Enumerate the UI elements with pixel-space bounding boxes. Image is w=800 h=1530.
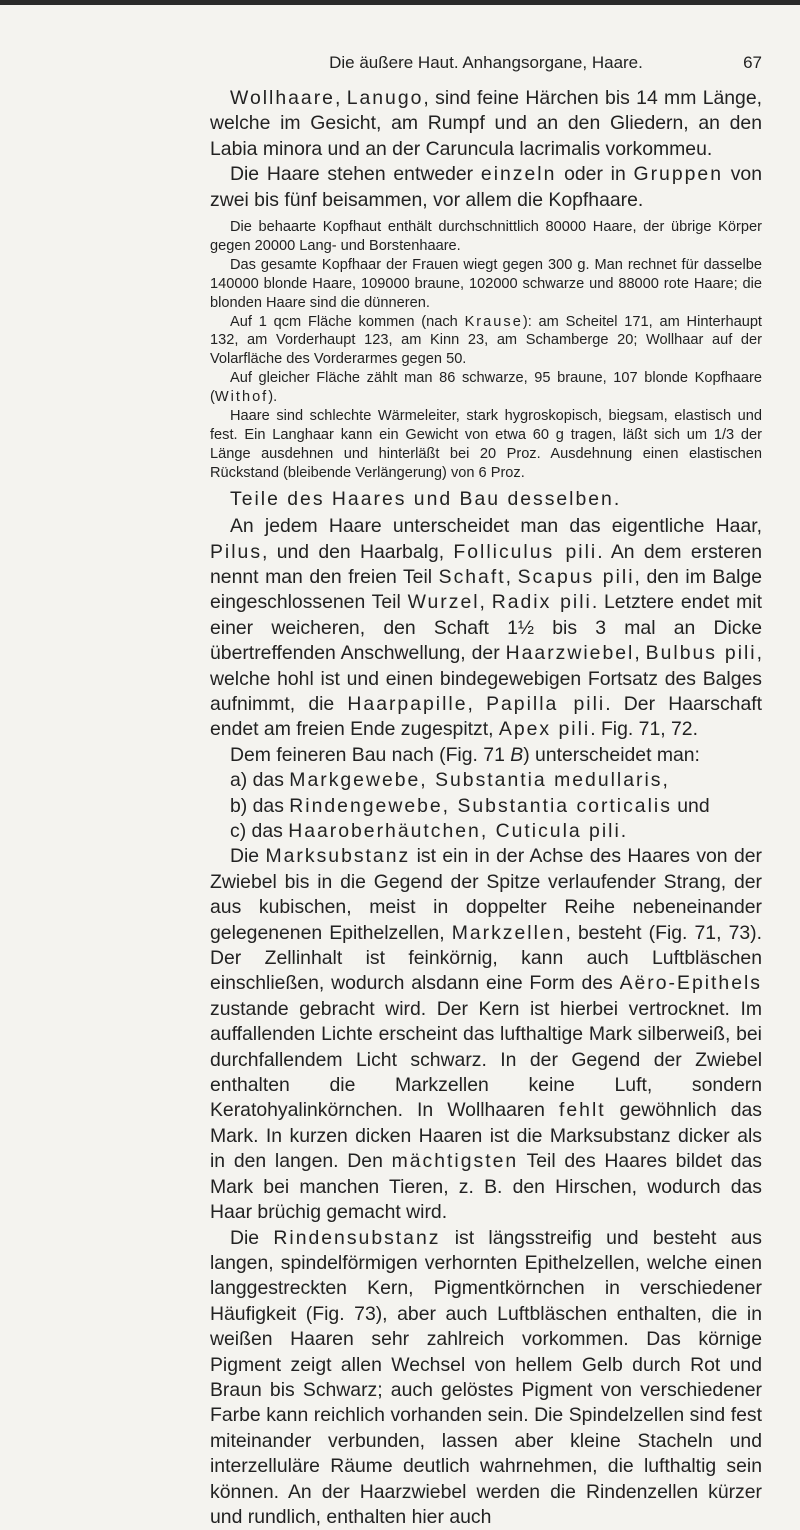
note-kopfhaar-gewicht: Das gesamte Kopfhaar der Frauen wiegt gegen 300 g. Man rechnet für dasselbe 140000 blonde Haare, 109000 braune, 102000 schwarze und 88000 rote Haare; die blonden Haare sind die dünneren.	[210, 256, 762, 313]
list-item-c: c) das Haaroberhäutchen, Cuticula pili.	[210, 819, 762, 844]
page-number: 67	[743, 53, 762, 73]
note-krause: Auf 1 qcm Fläche kommen (nach Krause): am Scheitel 171, am Hinterhaupt 132, am Vorderhaupt 123, am Kinn 23, am Schamberge 20; Wollhaar auf der Volarfläche des Vorderarmes gegen 50.	[210, 313, 762, 370]
section-heading: Teile des Haares und Bau desselben.	[210, 487, 762, 512]
top-rule	[0, 0, 800, 5]
note-kopfhaut: Die behaarte Kopfhaut enthält durchschnittlich 80000 Haare, der übrige Körper gegen 20000 Lang- und Borstenhaare.	[210, 218, 762, 256]
note-withof: Auf gleicher Fläche zählt man 86 schwarze, 95 braune, 107 blonde Kopfhaare (Withof).	[210, 369, 762, 407]
paragraph-feinerer-bau: Dem feineren Bau nach (Fig. 71 B) unterscheidet man:	[210, 743, 762, 768]
running-title: Die äußere Haut. Anhangsorgane, Haare.	[210, 53, 762, 73]
paragraph-gruppen: Die Haare stehen entweder einzeln oder in Gruppen von zwei bis fünf beisammen, vor allem die Kopfhaare.	[210, 162, 762, 213]
running-header	[210, 53, 762, 75]
paragraph-marksubstanz: Die Marksubstanz ist ein in der Achse des Haares von der Zwiebel bis in die Gegend der Spitze verlaufender Strang, der aus kubischen, meist in doppelter Reihe nebeneinander gelegenenen Epithelzellen, Markzellen, besteht (Fig. 71, 73). Der Zellinhalt ist feinkörnig, kann auch Luftbläschen einschließen, wodurch alsdann eine Form des Aëro-Epithels zustande gebracht wird. Der Kern ist hierbei vertrocknet. Im auffallenden Lichte erscheint das lufthaltige Mark silberweiß, bei durchfallendem Licht schwarz. In der Gegend der Zwiebel enthalten die Markzellen keine Luft, sondern Keratohyalinkörnchen. In Wollhaaren fehlt gewöhnlich das Mark. In kurzen dicken Haaren ist die Marksubstanz dicker als in den langen. Den mächtigsten Teil des Haares bildet das Mark bei manchen Tieren, z. B. den Hirschen, wodurch das Haar brüchig gemacht wird.	[210, 844, 762, 1225]
paragraph-teile: An jedem Haare unterscheidet man das eigentliche Haar, Pilus, und den Haarbalg, Folliculus pili. An dem ersteren nennt man den freien Teil Schaft, Scapus pili, den im Balge eingeschlossenen Teil Wurzel, Radix pili. Letztere endet mit einer weicheren, den Schaft 1½ bis 3 mal an Dicke übertreffenden Anschwellung, der Haarzwiebel, Bulbus pili, welche hohl ist und einen bindegewebigen Fortsatz des Balges aufnimmt, die Haarpapille, Papilla pili. Der Haarschaft endet am freien Ende zugespitzt, Apex pili. Fig. 71, 72.	[210, 514, 762, 743]
paragraph-wollhaare: Wollhaare, Lanugo, sind feine Härchen bis 14 mm Länge, welche im Gesicht, am Rumpf und an den Gliedern, an den Labia minora und an der Caruncula lacrimalis vorkommeu.	[210, 86, 762, 162]
list-item-b: b) das Rindengewebe, Substantia corticalis und	[210, 794, 762, 819]
paragraph-rindensubstanz: Die Rindensubstanz ist längsstreifig und besteht aus langen, spindelförmigen verhornten Epithelzellen, welche einen langgestreckten Kern, Pigmentkörnchen in verschiedener Häufigkeit (Fig. 73), aber auch Luftbläschen enthalten, die in weißen Haaren sehr zahlreich vorkommen. Das körnige Pigment zeigt allen Wechsel von hellem Gelb durch Rot und Braun bis Schwarz; auch gelöstes Pigment von verschiedener Farbe kann reichlich vorhanden sein. Die Spindelzellen sind fest miteinander verbunden, lassen aber kleine Stacheln und interzelluläre Räume deutlich wahrnehmen, die lufthaltig sein können. An der Haarzwiebel werden die Rindenzellen kürzer und rundlich, enthalten hier auch	[210, 1226, 762, 1530]
note-eigenschaften: Haare sind schlechte Wärmeleiter, stark hygroskopisch, biegsam, elastisch und fest. Ein Langhaar kann ein Gewicht von etwa 60 g tragen, läßt sich um 1/3 der Länge ausdehnen und hinterläßt bei 20 Proz. Ausdehnung einen elastischen Rückstand (bleibende Verlängerung) von 6 Proz.	[210, 407, 762, 483]
page	[210, 86, 762, 1530]
list-item-a: a) das Markgewebe, Substantia medullaris,	[210, 768, 762, 793]
